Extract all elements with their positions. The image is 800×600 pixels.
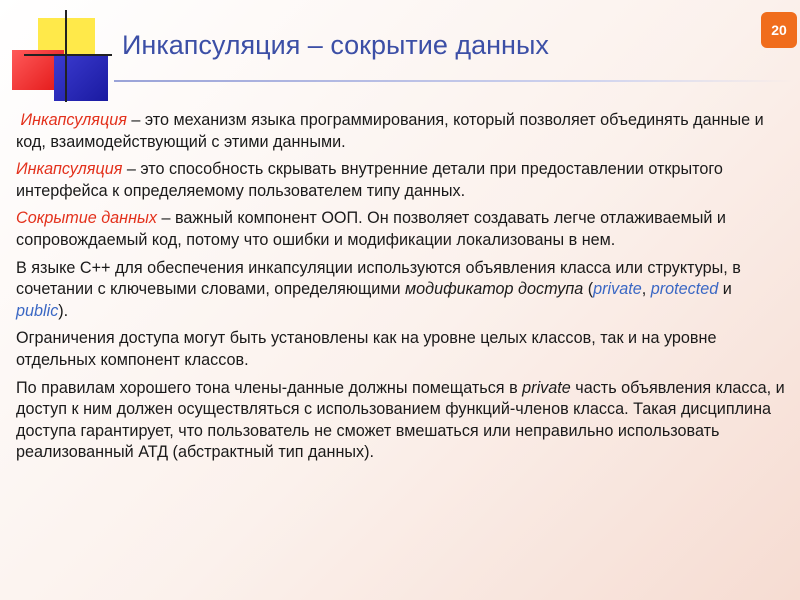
paragraph-encapsulation-definition bbox=[16, 110, 786, 153]
paragraph-text: Ограничения доступа могут быть установлены как на уровне целых классов, так и на уровне отдельных компонент классов. bbox=[16, 329, 717, 369]
paragraph-text: , bbox=[641, 280, 651, 299]
paragraph-data-hiding bbox=[16, 208, 786, 251]
term-encapsulation: Инкапсуляция bbox=[16, 160, 123, 179]
slide-title: Инкапсуляция – сокрытие данных bbox=[122, 30, 549, 60]
keyword-public: public bbox=[16, 301, 59, 320]
paragraph-encapsulation-ability bbox=[16, 159, 786, 202]
paragraph-good-practice bbox=[16, 378, 786, 464]
paragraph-cpp-access-modifiers bbox=[16, 258, 786, 323]
decor-blue-square bbox=[54, 55, 108, 101]
paragraph-text: По правилам хорошего тона члены-данные должны помещаться в bbox=[16, 378, 523, 397]
keyword-private: private bbox=[593, 280, 642, 299]
paragraph-access-levels bbox=[16, 328, 786, 371]
paragraph-text: В языке C++ для обеспечения инкапсуляции используются объявления класса или структуры, в сочетании с ключевыми словами, определяющими bbox=[16, 258, 741, 299]
paragraph-text: – это механизм языка программирования, который позволяет объединять данные и код, взаимодействующий с этими данными. bbox=[16, 111, 764, 151]
term-encapsulation: Инкапсуляция bbox=[20, 111, 127, 129]
slide-content bbox=[16, 110, 786, 470]
paragraph-text: – это способность скрывать внутренние детали при предоставлении открытого интерфейса к определяемому пользователем типу данных. bbox=[16, 160, 723, 200]
keyword-protected: protected bbox=[650, 280, 719, 299]
paragraph-text: часть объявления класса, и доступ к ним должен осуществляться с использованием функций-членов класса. Такая дисциплина доступа гарантирует, что пользователь не сможет вмешаться или неправильно использовать реализованный АТД (абстрактный тип данных). bbox=[16, 378, 785, 462]
paragraph-text: ). bbox=[58, 301, 69, 320]
term-data-hiding: Сокрытие данных bbox=[16, 209, 158, 228]
title-underline bbox=[114, 80, 794, 82]
decor-vertical-line bbox=[65, 10, 67, 102]
decor-horizontal-line bbox=[24, 54, 112, 56]
page-number-badge: 20 bbox=[761, 12, 797, 48]
paragraph-text: и bbox=[718, 280, 732, 299]
paragraph-text: ( bbox=[583, 280, 594, 299]
paragraph-text: – важный компонент ООП. Он позволяет создавать легче отлаживаемый и сопровождаемый код, потому что ошибки и модификации локализованы в нем. bbox=[16, 209, 726, 249]
term-access-modifier: модификатор доступа bbox=[405, 280, 584, 299]
term-private: private bbox=[522, 378, 571, 397]
